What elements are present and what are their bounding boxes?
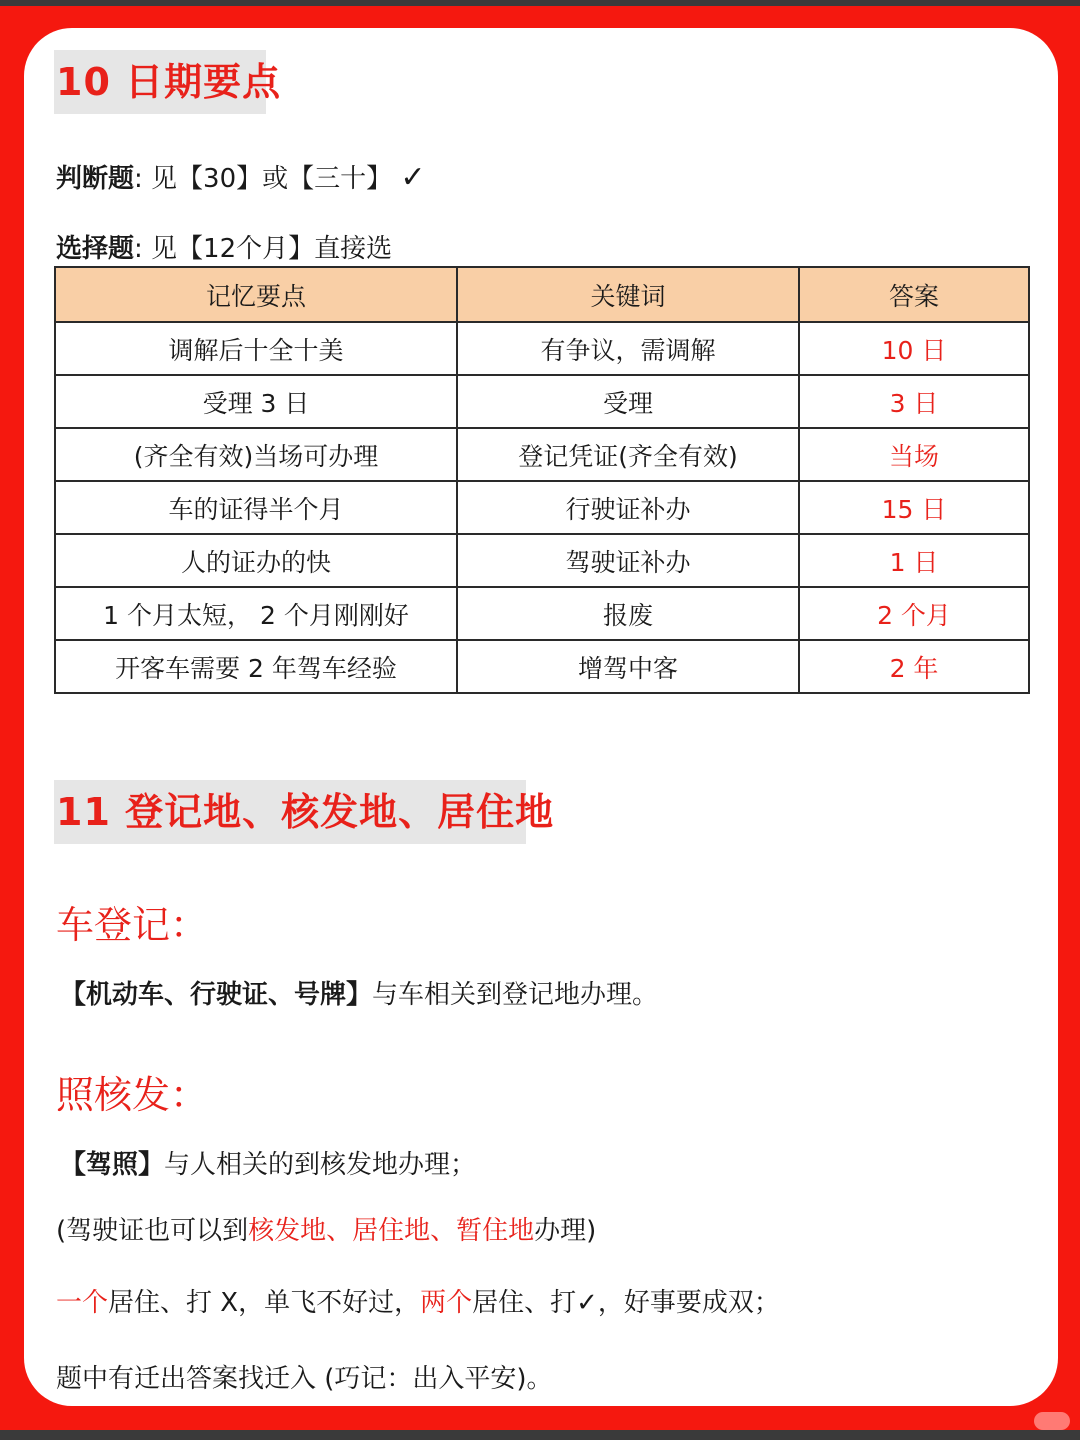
table-cell: 驾驶证补办 <box>457 534 799 587</box>
check-icon: ✓ <box>400 160 426 195</box>
table-row <box>55 322 1029 375</box>
tip-line: 题中有迁出答案找迁入 (巧记：出入平安)。 <box>56 1364 553 1394</box>
rule-text-one: 居住、打 X，单飞不好过， <box>108 1288 421 1318</box>
judge-text: : 见【30】或【三十】 <box>134 164 393 194</box>
dates-table <box>54 266 1030 694</box>
table-header-row <box>55 267 1029 322</box>
table-header-cell: 答案 <box>799 267 1029 322</box>
car-rule-bold: 【机动车、行驶证、号牌】 <box>60 980 373 1010</box>
alt-places-open: (驾驶证也可以到 <box>56 1216 249 1246</box>
alt-places-close: 办理) <box>534 1216 597 1246</box>
license-rule-bold: 【驾照】 <box>60 1150 165 1180</box>
table-row <box>55 640 1029 693</box>
watermark-badge <box>1034 1412 1070 1430</box>
license-issue-heading: 照核发： <box>56 1073 209 1117</box>
answer-cell: 2 年 <box>799 640 1029 693</box>
car-rule-text: 与车相关到登记地办理。 <box>372 980 659 1010</box>
table-cell: 人的证办的快 <box>55 534 457 587</box>
table-cell: 受理 <box>457 375 799 428</box>
answer-cell: 10 日 <box>799 322 1029 375</box>
rule-highlight-one: 一个 <box>56 1288 109 1318</box>
table-cell: 增驾中客 <box>457 640 799 693</box>
table-cell: 受理 3 日 <box>55 375 457 428</box>
license-rule-text: 与人相关的到核发地办理； <box>164 1150 477 1180</box>
table-row <box>55 481 1029 534</box>
rule-text-three: ，好事要成双； <box>597 1288 780 1318</box>
car-rule-line <box>60 974 658 1011</box>
table-row <box>55 587 1029 640</box>
table-row <box>55 428 1029 481</box>
table-cell: (齐全有效)当场可办理 <box>55 428 457 481</box>
answer-cell: 2 个月 <box>799 587 1029 640</box>
judge-label: 判断题 <box>56 164 135 194</box>
table-cell: 报废 <box>457 587 799 640</box>
table-cell: 登记凭证(齐全有效) <box>457 428 799 481</box>
answer-cell: 15 日 <box>799 481 1029 534</box>
car-registration-heading: 车登记： <box>56 903 209 947</box>
license-alt-places-line <box>56 1210 596 1247</box>
choice-text: : 见【12个月】直接选 <box>134 234 393 264</box>
check-icon: ✓ <box>576 1288 598 1318</box>
table-row <box>55 534 1029 587</box>
table-row <box>55 375 1029 428</box>
answer-cell: 1 日 <box>799 534 1029 587</box>
section-title-places: 11 登记地、核发地、居住地 <box>54 780 526 844</box>
table-cell: 开客车需要 2 年驾车经验 <box>55 640 457 693</box>
answer-cell: 3 日 <box>799 375 1029 428</box>
table-cell: 车的证得半个月 <box>55 481 457 534</box>
table-cell: 有争议，需调解 <box>457 322 799 375</box>
table-cell: 行驶证补办 <box>457 481 799 534</box>
table-header-cell: 记忆要点 <box>55 267 457 322</box>
bottom-bar <box>0 1430 1080 1440</box>
table-cell: 调解后十全十美 <box>55 322 457 375</box>
table-header-cell: 关键词 <box>457 267 799 322</box>
alt-places-highlight: 核发地、居住地、暂住地 <box>248 1216 535 1246</box>
rule-text-two: 居住、打 <box>472 1288 577 1318</box>
choice-line <box>56 228 392 265</box>
section-title-dates: 10 日期要点 <box>54 50 266 114</box>
judge-line <box>56 158 426 195</box>
table-cell: 1 个月太短， 2 个月刚刚好 <box>55 587 457 640</box>
license-rule-line <box>60 1144 476 1181</box>
rule-highlight-two: 两个 <box>420 1288 473 1318</box>
answer-cell: 当场 <box>799 428 1029 481</box>
residence-rule-line <box>56 1282 780 1319</box>
choice-label: 选择题 <box>56 234 135 264</box>
